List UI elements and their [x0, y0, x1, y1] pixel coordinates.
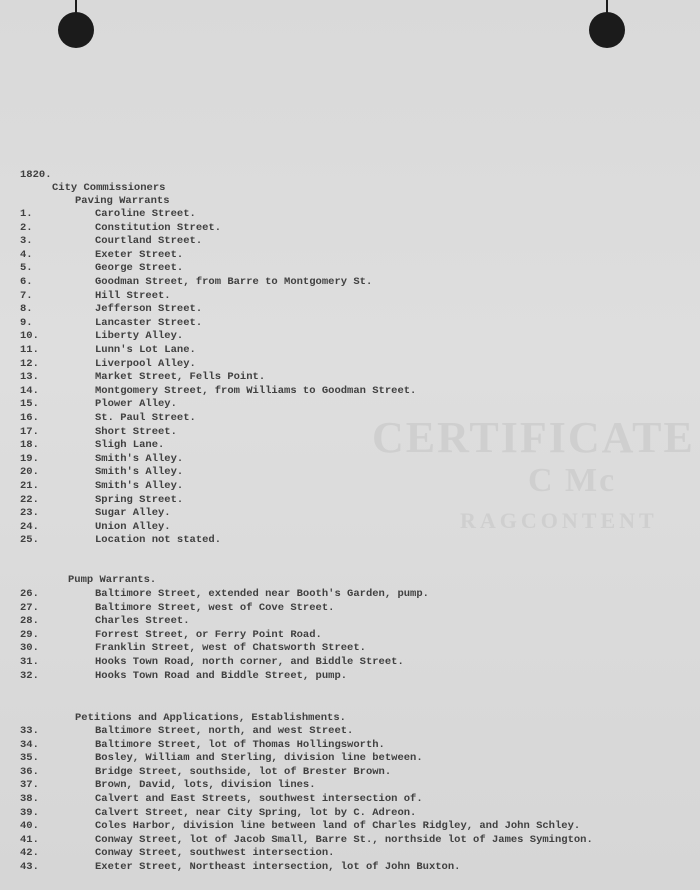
- item-number: 33.: [20, 725, 39, 737]
- item-number: 10.: [20, 330, 39, 343]
- item-text: Market Street, Fells Point.: [95, 371, 266, 384]
- item-number: 8.: [20, 303, 33, 316]
- item-text: Conway Street, southwest intersection.: [95, 847, 335, 860]
- item-text: Bridge Street, southside, lot of Brester Brown.: [95, 765, 392, 778]
- item-number: 41.: [20, 833, 39, 846]
- item-number: 2.: [20, 221, 33, 234]
- item-text: Courtland Street.: [95, 235, 203, 248]
- item-text: Sligh Lane.: [95, 439, 165, 452]
- item-number: 19.: [20, 452, 39, 465]
- item-text: George Street.: [95, 262, 184, 275]
- item-number: 1.: [20, 208, 33, 220]
- item-number: 3.: [20, 235, 33, 248]
- item-number: 29.: [20, 628, 39, 641]
- item-number: 13.: [20, 371, 39, 384]
- item-text: Hill Street.: [95, 289, 171, 302]
- item-number: 12.: [20, 357, 39, 370]
- item-text: Coles Harbor, division line between land of Charles Ridgley, and John Schley.: [95, 820, 581, 833]
- item-number: 32.: [20, 669, 39, 682]
- punch-hole-right: [589, 12, 625, 48]
- item-text: Spring Street.: [95, 493, 184, 506]
- item-text: Baltimore Street, north, and west Street.: [95, 725, 354, 737]
- item-number: 34.: [20, 738, 39, 751]
- item-number: 38.: [20, 793, 39, 805]
- item-number: 24.: [20, 520, 39, 533]
- item-number: 22.: [20, 493, 39, 506]
- item-number: 27.: [20, 601, 39, 614]
- item-text: Smith's Alley.: [95, 480, 184, 492]
- item-text: Conway Street, lot of Jacob Small, Barre St., northside lot of James Symington.: [95, 833, 593, 846]
- item-text: Goodman Street, from Barre to Montgomery St.: [95, 276, 373, 288]
- item-text: Caroline Street.: [95, 208, 196, 220]
- item-number: 18.: [20, 439, 39, 452]
- item-number: 43.: [20, 861, 39, 873]
- item-text: Liberty Alley.: [95, 330, 184, 343]
- item-number: 36.: [20, 765, 39, 778]
- item-number: 35.: [20, 752, 39, 765]
- item-number: 31.: [20, 656, 39, 668]
- section-title-pump: Pump Warrants.: [68, 574, 157, 586]
- item-number: 11.: [20, 344, 39, 356]
- item-number: 16.: [20, 412, 39, 424]
- document-heading: City Commissioners: [52, 182, 166, 194]
- item-text: Charles Street.: [95, 615, 190, 628]
- item-number: 30.: [20, 642, 39, 655]
- item-text: Hooks Town Road and Biddle Street, pump.: [95, 669, 348, 682]
- item-number: 14.: [20, 384, 39, 397]
- item-number: 40.: [20, 820, 39, 833]
- item-number: 26.: [20, 588, 39, 600]
- item-number: 6.: [20, 276, 33, 288]
- item-text: Location not stated.: [95, 534, 222, 547]
- item-number: 17.: [20, 425, 39, 438]
- item-text: Smith's Alley.: [95, 452, 184, 465]
- watermark-line-1: CERTIFICATE: [372, 413, 695, 462]
- item-number: 15.: [20, 398, 39, 411]
- item-number: 25.: [20, 534, 39, 547]
- item-text: Bosley, William and Sterling, division line between.: [95, 752, 423, 765]
- item-text: Liverpool Alley.: [95, 357, 196, 370]
- item-text: Hooks Town Road, north corner, and Biddle Street.: [95, 656, 404, 668]
- item-text: Franklin Street, west of Chatsworth Street.: [95, 642, 366, 655]
- item-text: Montgomery Street, from Williams to Goodman Street.: [95, 384, 417, 397]
- item-text: Brown, David, lots, division lines.: [95, 779, 316, 792]
- item-number: 23.: [20, 507, 39, 520]
- item-text: Lancaster Street.: [95, 316, 203, 329]
- item-text: Short Street.: [95, 425, 177, 438]
- item-text: Plower Alley.: [95, 398, 177, 411]
- item-text: Lunn's Lot Lane.: [95, 344, 196, 356]
- item-text: Constitution Street.: [95, 221, 222, 234]
- section-title-petitions: Petitions and Applications, Establishments.: [75, 712, 346, 724]
- item-text: Exeter Street.: [95, 248, 184, 261]
- item-text: Exeter Street, Northeast intersection, lot of John Buxton.: [95, 861, 461, 873]
- item-text: Calvert and East Streets, southwest intersection of.: [95, 793, 423, 805]
- item-text: Baltimore Street, extended near Booth's Garden, pump.: [95, 588, 429, 600]
- section-title-paving: Paving Warrants: [75, 195, 170, 207]
- item-text: Sugar Alley.: [95, 507, 171, 520]
- item-text: Forrest Street, or Ferry Point Road.: [95, 628, 322, 641]
- item-text: Baltimore Street, lot of Thomas Hollingsworth.: [95, 738, 385, 751]
- watermark-line-3: RAGCONTENT: [460, 508, 658, 533]
- item-number: 28.: [20, 615, 39, 628]
- punch-hole-left: [58, 12, 94, 48]
- document-year: 1820.: [20, 169, 52, 181]
- item-number: 20.: [20, 466, 39, 479]
- item-number: 7.: [20, 289, 33, 302]
- item-text: Calvert Street, near City Spring, lot by C. Adreon.: [95, 806, 417, 819]
- item-number: 9.: [20, 316, 33, 329]
- watermark-line-2: C Mc: [528, 462, 617, 499]
- item-text: Union Alley.: [95, 520, 171, 533]
- item-number: 5.: [20, 262, 33, 275]
- item-number: 4.: [20, 248, 33, 261]
- item-number: 39.: [20, 806, 39, 819]
- item-text: Smith's Alley.: [95, 466, 184, 479]
- item-text: Jefferson Street.: [95, 303, 203, 316]
- item-text: St. Paul Street.: [95, 412, 196, 424]
- item-number: 42.: [20, 847, 39, 860]
- item-text: Baltimore Street, west of Cove Street.: [95, 601, 335, 614]
- item-number: 37.: [20, 779, 39, 792]
- item-number: 21.: [20, 480, 39, 492]
